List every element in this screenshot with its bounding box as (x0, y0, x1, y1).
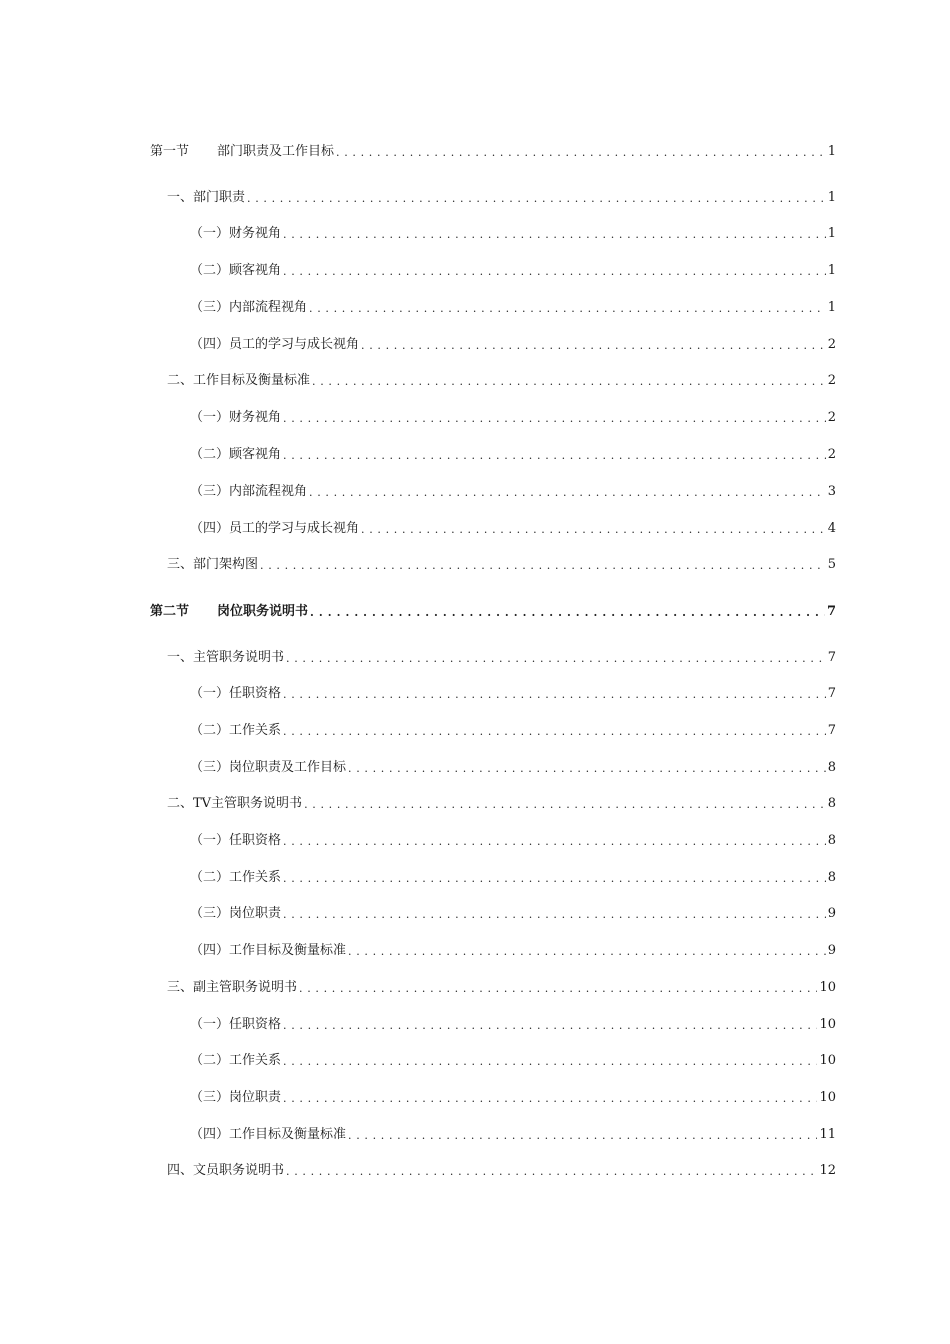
page-number: 2 (827, 410, 836, 425)
toc-item[interactable] (167, 792, 836, 812)
dot-leader (336, 144, 826, 160)
toc-item[interactable] (167, 553, 836, 573)
toc-entry-label: （三）内部流程视角 (190, 484, 308, 499)
dot-leader (283, 410, 826, 426)
toc-entry-label: 四、文员职务说明书 (167, 1163, 285, 1178)
toc-entry-label: 二、工作目标及衡量标准 (167, 373, 311, 388)
toc-entry-label (150, 604, 308, 620)
page-number: 10 (819, 1017, 836, 1032)
toc-item[interactable] (167, 186, 836, 206)
toc-entry-label: （一）财务视角 (190, 410, 282, 425)
page-number: 5 (827, 557, 836, 572)
toc-item[interactable] (167, 976, 836, 996)
toc-subitem[interactable] (190, 1049, 836, 1069)
dot-leader (299, 980, 817, 996)
page-number: 1 (827, 263, 836, 278)
page-number: 10 (819, 1053, 836, 1068)
toc-entry-label: （一）财务视角 (190, 226, 282, 241)
toc-subitem[interactable] (190, 480, 836, 500)
page-number: 1 (827, 190, 836, 205)
page-number: 8 (827, 870, 836, 885)
toc-section-2[interactable] (150, 600, 836, 620)
toc-entry-label: （三）岗位职责及工作目标 (190, 760, 347, 775)
dot-leader (348, 760, 826, 776)
dot-leader (283, 447, 826, 463)
toc-entry-label: （二）工作关系 (190, 723, 282, 738)
toc-subitem[interactable] (190, 296, 836, 316)
dot-leader (283, 226, 826, 242)
dot-leader (348, 1127, 817, 1143)
section-title: 岗位职务说明书 (217, 604, 309, 619)
toc-entry-label: （四）工作目标及衡量标准 (190, 1127, 347, 1142)
toc-subitem[interactable] (190, 829, 836, 849)
toc-item[interactable] (167, 369, 836, 389)
page-number: 7 (827, 686, 836, 701)
dot-leader (304, 796, 826, 812)
page-number: 8 (827, 833, 836, 848)
page-number: 7 (826, 604, 836, 619)
page-number: 1 (827, 300, 836, 315)
dot-leader (283, 870, 826, 886)
page-number: 4 (827, 521, 836, 536)
page-number: 7 (827, 723, 836, 738)
toc-entry-label (150, 144, 334, 160)
toc-subitem[interactable] (190, 443, 836, 463)
page-number: 12 (819, 1163, 836, 1178)
page-number: 10 (819, 1090, 836, 1105)
dot-leader (283, 263, 826, 279)
toc-entry-label: （四）员工的学习与成长视角 (190, 521, 360, 536)
dot-leader (309, 300, 826, 316)
page-number: 1 (827, 144, 836, 159)
page-number: 2 (827, 373, 836, 388)
dot-leader (312, 373, 826, 389)
toc-subitem[interactable] (190, 866, 836, 886)
toc-subitem[interactable] (190, 719, 836, 739)
toc-entry-label: （二）顾客视角 (190, 447, 282, 462)
toc-entry-label: 一、部门职责 (167, 190, 246, 205)
page-number: 2 (827, 337, 836, 352)
toc-subitem[interactable] (190, 406, 836, 426)
toc-subitem[interactable] (190, 517, 836, 537)
section-number: 第一节 (150, 144, 190, 159)
section-number: 第二节 (150, 604, 190, 619)
toc-entry-label: 二、TV主管职务说明书 (167, 796, 303, 811)
toc-subitem[interactable] (190, 756, 836, 776)
dot-leader (361, 337, 826, 353)
toc-entry-label: （三）岗位职责 (190, 1090, 282, 1105)
page-number: 9 (827, 906, 836, 921)
page-number: 7 (827, 650, 836, 665)
page-number: 9 (827, 943, 836, 958)
dot-leader (286, 650, 826, 666)
dot-leader (361, 521, 826, 537)
toc-subitem[interactable] (190, 902, 836, 922)
toc-entry-label: 三、副主管职务说明书 (167, 980, 298, 995)
toc-entry-label: （四）工作目标及衡量标准 (190, 943, 347, 958)
dot-leader (283, 1017, 817, 1033)
toc-subitem[interactable] (190, 1123, 836, 1143)
toc-subitem[interactable] (190, 939, 836, 959)
page-number: 10 (819, 980, 836, 995)
toc-entry-label: 三、部门架构图 (167, 557, 259, 572)
dot-leader (283, 833, 826, 849)
toc-entry-label: （一）任职资格 (190, 1017, 282, 1032)
page-number: 2 (827, 447, 836, 462)
page-number: 8 (827, 796, 836, 811)
dot-leader (283, 1090, 817, 1106)
toc-entry-label: （一）任职资格 (190, 833, 282, 848)
page-number: 3 (827, 484, 836, 499)
page-number: 11 (819, 1127, 836, 1142)
toc-section-1[interactable] (150, 140, 836, 160)
dot-leader (283, 723, 826, 739)
dot-leader (260, 557, 826, 573)
toc-item[interactable] (167, 1159, 836, 1179)
toc-subitem[interactable] (190, 1013, 836, 1033)
dot-leader (348, 943, 826, 959)
dot-leader (247, 190, 826, 206)
toc-entry-label: （四）员工的学习与成长视角 (190, 337, 360, 352)
dot-leader (283, 686, 826, 702)
toc-entry-label: （二）顾客视角 (190, 263, 282, 278)
toc-subitem[interactable] (190, 259, 836, 279)
section-title: 部门职责及工作目标 (217, 144, 335, 159)
toc-entry-label: 一、主管职务说明书 (167, 650, 285, 665)
toc-entry-label: （二）工作关系 (190, 870, 282, 885)
toc-item[interactable] (167, 646, 836, 666)
toc-subitem[interactable] (190, 333, 836, 353)
toc-entry-label: （二）工作关系 (190, 1053, 282, 1068)
toc-entry-label: （一）任职资格 (190, 686, 282, 701)
toc-subitem[interactable] (190, 1086, 836, 1106)
page-number: 1 (827, 226, 836, 241)
toc-entry-label: （三）岗位职责 (190, 906, 282, 921)
page-number: 8 (827, 760, 836, 775)
dot-leader (286, 1163, 817, 1179)
toc-entry-label: （三）内部流程视角 (190, 300, 308, 315)
dot-leader (283, 906, 826, 922)
toc-subitem[interactable] (190, 682, 836, 702)
dot-leader (283, 1053, 817, 1069)
toc-subitem[interactable] (190, 222, 836, 242)
dot-leader (310, 604, 825, 620)
dot-leader (309, 484, 826, 500)
